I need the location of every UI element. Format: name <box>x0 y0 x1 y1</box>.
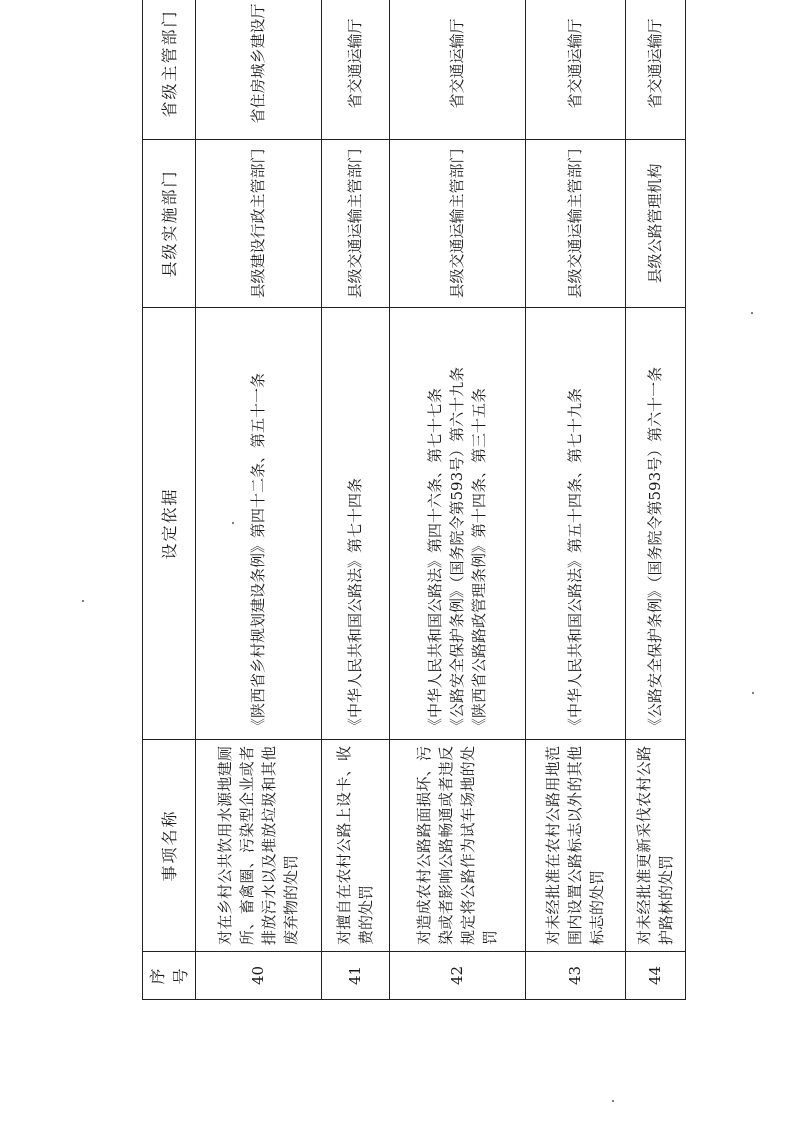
row-department: 省住房城乡建设厅 <box>196 0 322 140</box>
row-basis <box>196 308 322 740</box>
basis-line: 《中华人民共和国公路法》第四十六条、第七十七条 <box>426 387 445 733</box>
header-implementer: 县级实施部门 <box>143 140 196 308</box>
row-implementer: 县级交通运输主管部门 <box>390 140 526 308</box>
row-department: 省交通运输厅 <box>390 0 526 140</box>
row-item: 对造成农村公路路面损坏、污染或者影响公路畅通或者违反规定将公路作为试车场地的处罚 <box>390 740 526 952</box>
table-row <box>626 0 686 1000</box>
basis-line: 《公路安全保护条例》（国务院令第593号）第六十九条 <box>448 366 466 733</box>
row-no: 43 <box>526 952 626 1000</box>
row-no: 44 <box>626 952 686 1000</box>
table-row <box>196 0 322 1000</box>
row-basis <box>390 308 526 740</box>
table-row <box>390 0 526 1000</box>
row-department: 省交通运输厅 <box>526 0 626 140</box>
row-no: 41 <box>322 952 390 1000</box>
header-basis: 设定依据 <box>143 308 196 740</box>
basis-line: 《陕西省乡村规划建设条例》第四十二条、第五十一条 <box>249 372 267 733</box>
table-header-row <box>143 0 196 1000</box>
table-row <box>526 0 626 1000</box>
row-basis <box>322 308 390 740</box>
row-implementer: 县级交通运输主管部门 <box>526 140 626 308</box>
row-item: 对未经批准在农村公路用地范围内设置公路标志以外的其他标志的处罚 <box>526 740 626 952</box>
row-basis <box>526 308 626 740</box>
basis-line: 《中华人民共和国公路法》第七十四条 <box>346 477 364 733</box>
scan-speck <box>82 600 84 602</box>
row-department: 省交通运输厅 <box>626 0 686 140</box>
row-basis <box>626 308 686 740</box>
scan-speck <box>752 692 754 694</box>
header-no: 序号 <box>143 952 196 1000</box>
row-implementer: 县级交通运输主管部门 <box>322 140 390 308</box>
row-item: 对在乡村公共饮用水源地建厕所、畜禽圈、污染型企业或者排放污水以及堆放垃圾和其他废弃物的处罚 <box>196 740 322 952</box>
row-no: 42 <box>390 952 526 1000</box>
row-item: 对擅自在农村公路上设卡、收费的处罚 <box>322 740 390 952</box>
row-item: 对未经批准更新采伐农村公路护路林的处罚 <box>626 740 686 952</box>
basis-line: 《中华人民共和国公路法》第五十四条、第七十九条 <box>566 387 584 733</box>
basis-line: 《公路安全保护条例》（国务院令第593号）第六十一条 <box>646 366 664 733</box>
row-no: 40 <box>196 952 322 1000</box>
row-implementer: 县级建设行政主管部门 <box>196 140 322 308</box>
scan-speck <box>751 312 753 314</box>
header-item: 事项名称 <box>143 740 196 952</box>
header-department: 省级主管部门 <box>143 0 196 140</box>
table-row <box>322 0 390 1000</box>
rotated-page <box>142 0 675 1000</box>
scan-speck <box>232 522 234 524</box>
penalty-items-table <box>142 0 686 1000</box>
row-department: 省交通运输厅 <box>322 0 390 140</box>
basis-line: 《陕西省公路路政管理条例》第十四条、第三十五条 <box>469 387 488 733</box>
scan-speck <box>612 1100 614 1102</box>
row-implementer: 县级公路管理机构 <box>626 140 686 308</box>
